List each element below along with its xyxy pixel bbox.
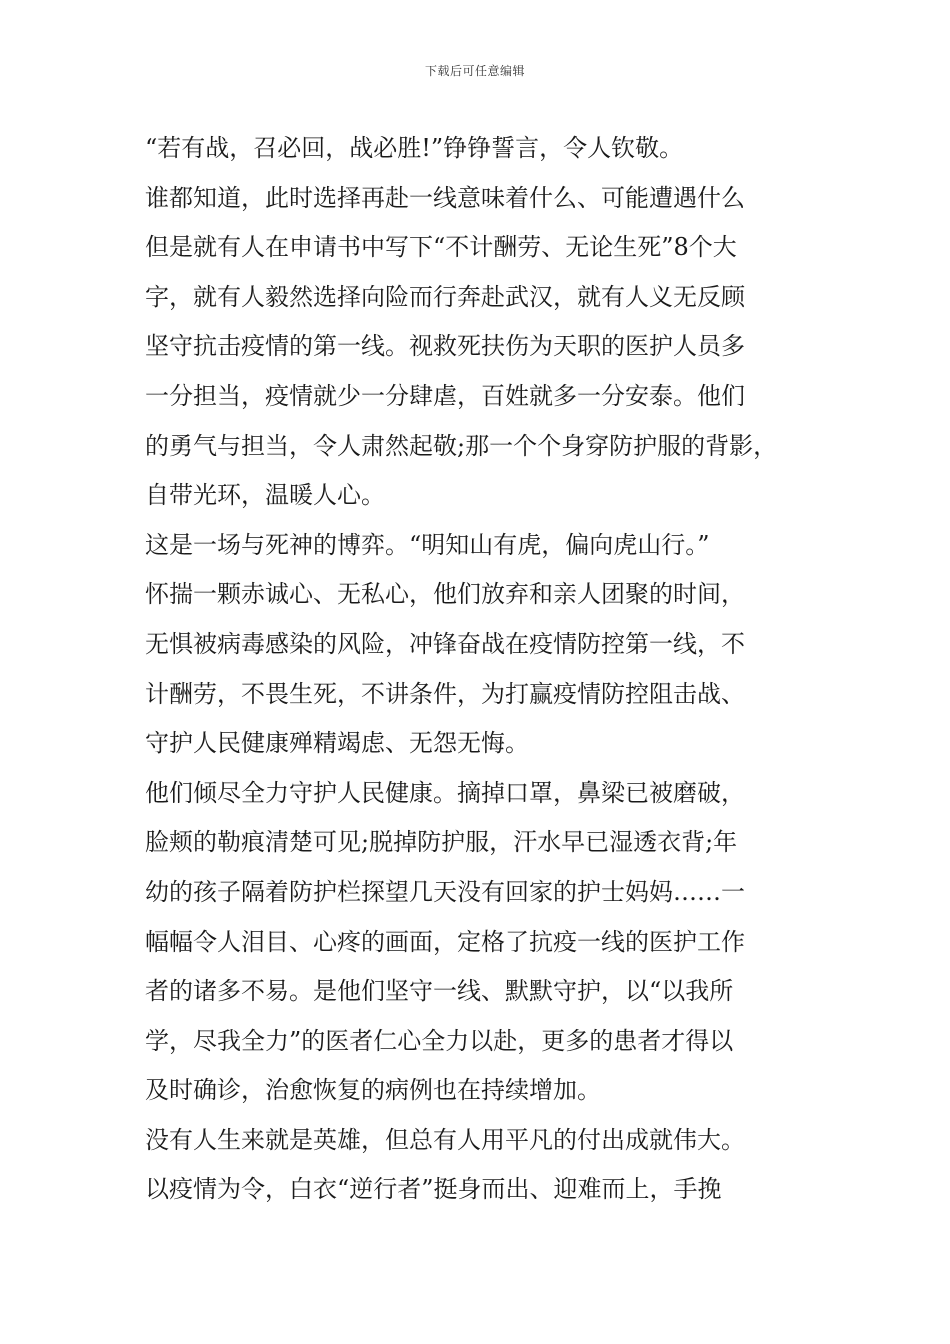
text-line: 坚守抗击疫情的第一线。视救死扶伤为天职的医护人员多 (145, 332, 745, 361)
text-line: 守护人民健康殚精竭虑、无怨无悔。 (145, 729, 529, 758)
text-line: 谁都知道，此时选择再赴一线意味着什么、可能遭遇什么 (145, 183, 745, 212)
text-line: “若有战，召必回，战必胜!”铮铮誓言，令人钦敬。 (145, 134, 684, 162)
text-line: 幅幅令人泪目、心疼的画面，定格了抗疫一线的医护工作 (145, 927, 745, 956)
text-line: 脸颊的勒痕清楚可见;脱掉防护服，汗水早已湿透衣背;年 (145, 828, 738, 857)
text-line: 计酬劳，不畏生死，不讲条件，为打赢疫情防控阻击战、 (145, 679, 745, 708)
page-header: 下载后可任意编辑 (424, 64, 525, 78)
text-line: 这是一场与死神的博弈。“明知山有虎，偏向虎山行。” (145, 530, 710, 559)
text-line: 学，尽我全力”的医者仁心全力以赴，更多的患者才得以 (145, 1026, 734, 1055)
text-line: 及时确诊，治愈恢复的病例也在持续增加。 (145, 1076, 601, 1105)
text-line: 没有人生来就是英雄，但总有人用平凡的付出成就伟大。 (145, 1125, 745, 1154)
text-line: 怀揣一颗赤诚心、无私心，他们放弃和亲人团聚的时间， (145, 580, 745, 609)
text-line: 无惧被病毒感染的风险，冲锋奋战在疫情防控第一线，不 (145, 629, 745, 658)
text-line: 的勇气与担当，令人肃然起敬;那一个个身穿防护服的背影， (145, 431, 778, 460)
text-line: 自带光环，温暖人心。 (145, 481, 385, 510)
text-line: 以疫情为令，白衣“逆行者”挺身而出、迎难而上，手挽 (145, 1175, 722, 1204)
text-line: 幼的孩子隔着防护栏探望几天没有回家的护士妈妈……一 (145, 877, 745, 906)
body-text (145, 128, 825, 1219)
text-line: 者的诸多不易。是他们坚守一线、默默守护，以“以我所 (145, 977, 734, 1006)
text-line: 字，就有人毅然选择向险而行奔赴武汉，就有人义无反顾 (145, 282, 745, 311)
text-line: 他们倾尽全力守护人民健康。摘掉口罩，鼻梁已被磨破， (145, 778, 745, 807)
text-line: 一分担当，疫情就少一分肆虐，百姓就多一分安泰。他们 (145, 381, 745, 410)
text-line: 但是就有人在申请书中写下“不计酬劳、无论生死”8个大 (145, 233, 737, 262)
